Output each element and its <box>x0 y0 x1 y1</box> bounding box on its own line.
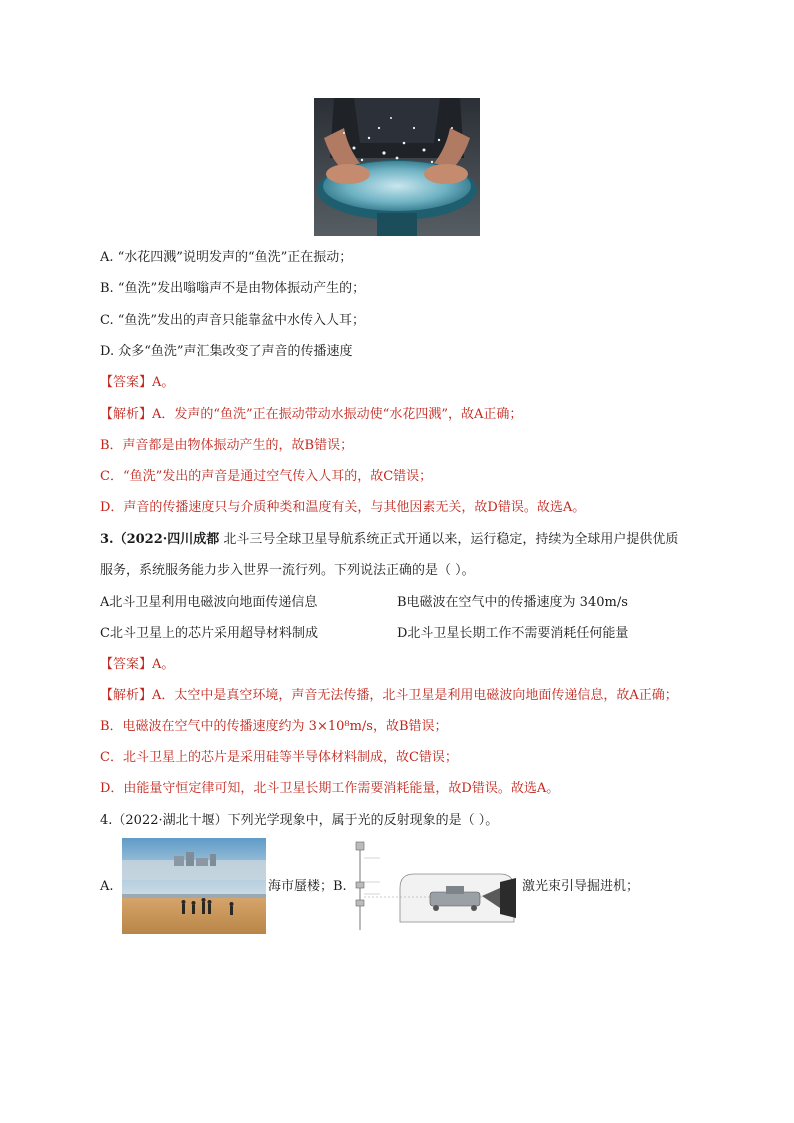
q4-option-a-text: 海市蜃楼；B. <box>268 879 347 894</box>
q3-analysis-4: D．由能量守恒定律可知，北斗卫星长期工作需要消耗能量，故D错误。故选A。 <box>100 781 560 796</box>
laser-tunneling-diagram <box>350 838 520 934</box>
q4-stem: 4.（2022·湖北十堰）下列光学现象中，属于光的反射现象的是（ ）。 <box>100 813 499 828</box>
q2-option-b: B. “鱼洗”发出嗡嗡声不是由物体振动产生的； <box>100 281 366 296</box>
q3-option-a: A北斗卫星利用电磁波向地面传递信息 <box>100 595 318 610</box>
q3-analysis-1: 【解析】A．太空中是真空环境，声音无法传播，北斗卫星是利用电磁波向地面传递信息，故A正确； <box>100 688 678 703</box>
q2-analysis-3: C．“鱼洗”发出的声音是通过空气传入人耳的，故C错误； <box>100 469 433 484</box>
q2-analysis-4: D．声音的传播速度只与介质种类和温度有关，与其他因素无关，故D错误。故选A。 <box>100 500 586 515</box>
q3-stem-line-1 <box>100 531 734 549</box>
q3-option-d: D北斗卫星长期工作不需要消耗任何能量 <box>397 626 629 641</box>
laser-illustration <box>350 838 520 934</box>
q2-answer: 【答案】A。 <box>100 375 175 390</box>
q3-analysis-2: B．电磁波在空气中的传播速度约为 3×10⁸m/s，故B错误； <box>100 719 448 734</box>
q4-option-b-text: 激光束引导掘进机； <box>522 879 640 894</box>
q2-option-a: A. “水花四溅”说明发声的“鱼洗”正在振动； <box>100 250 353 265</box>
q4-option-a-letter: A. <box>100 879 114 894</box>
q2-option-c: C. “鱼洗”发出的声音只能靠盆中水传入人耳； <box>100 313 366 328</box>
q2-option-d: D. 众多“鱼洗”声汇集改变了声音的传播速度 <box>100 344 353 359</box>
q3-source: 3.（2022·四川成都 <box>100 532 220 547</box>
q2-analysis-2: B．声音都是由物体振动产生的，故B错误； <box>100 438 354 453</box>
fish-basin-photo <box>314 98 480 236</box>
q3-analysis-3: C．北斗卫星上的芯片是采用硅等半导体材料制成，故C错误； <box>100 750 458 765</box>
mirage-photo <box>122 838 266 934</box>
q3-option-b: B电磁波在空气中的传播速度为 340m/s <box>397 595 628 610</box>
mirage-illustration <box>122 838 266 934</box>
q3-stem-line-2: 服务，系统服务能力步入世界一流行列。下列说法正确的是（ ）。 <box>100 563 475 578</box>
fish-basin-illustration <box>314 98 480 236</box>
q3-answer: 【答案】A。 <box>100 657 175 672</box>
q3-option-c: C北斗卫星上的芯片采用超导材料制成 <box>100 626 318 641</box>
q2-analysis-1: 【解析】A．发声的“鱼洗”正在振动带动水振动使“水花四溅”，故A正确； <box>100 407 523 422</box>
q3-stem-text-1: 北斗三号全球卫星导航系统正式开通以来，运行稳定，持续为全球用户提供优质 <box>223 532 679 547</box>
